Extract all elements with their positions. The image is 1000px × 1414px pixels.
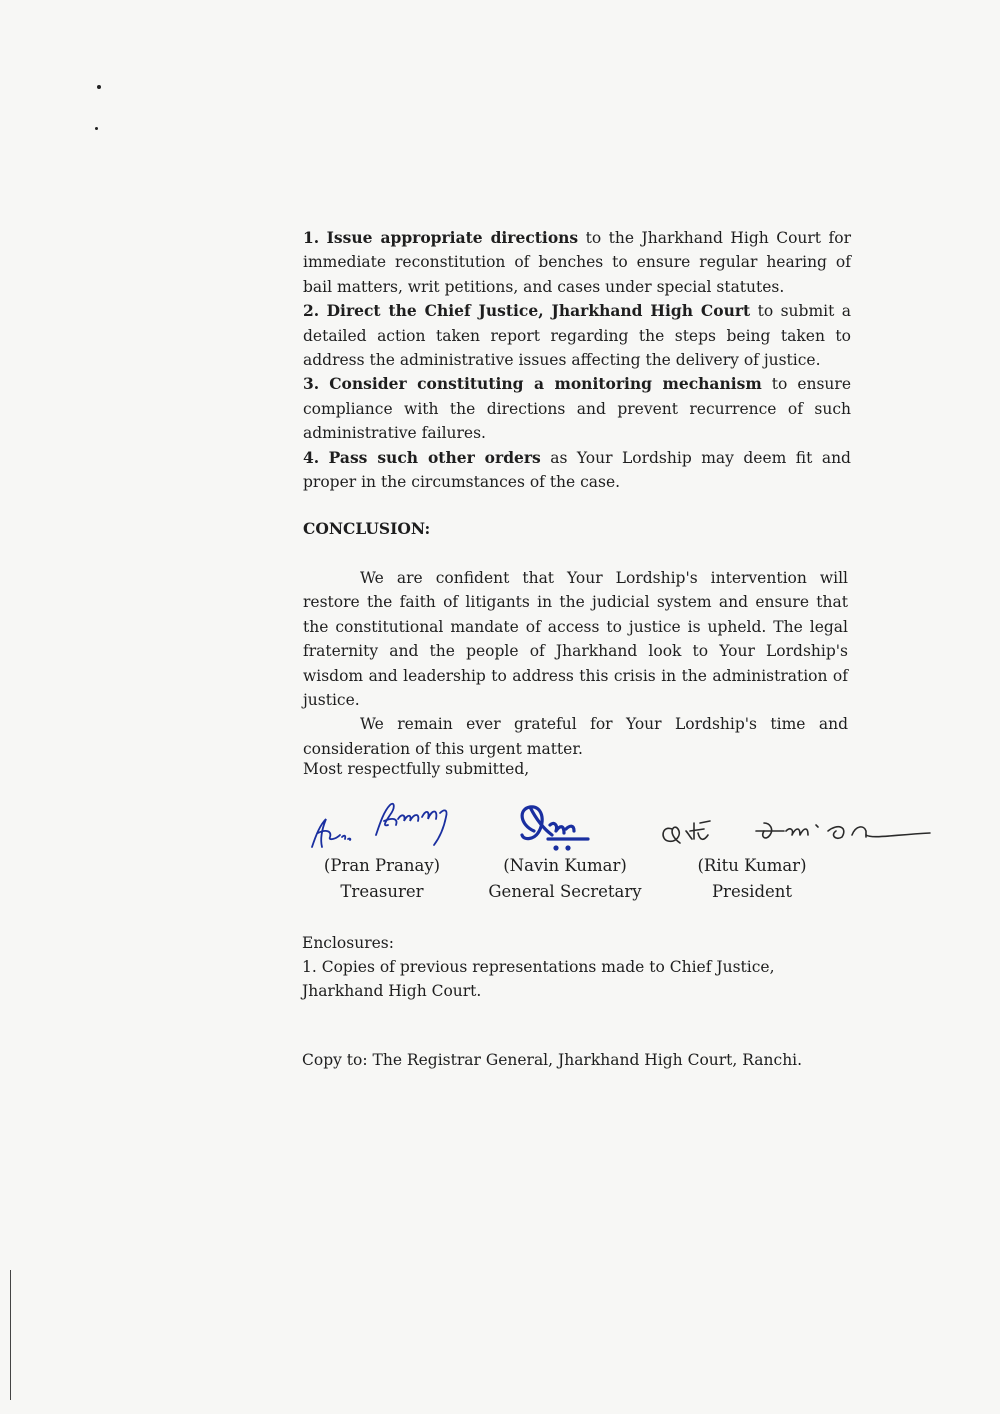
scan-edge-line bbox=[10, 1270, 11, 1400]
enclosures-section bbox=[302, 931, 832, 1003]
signatory-title: Treasurer bbox=[340, 882, 424, 901]
signatory-name: (Navin Kumar) bbox=[503, 856, 627, 875]
prayer-bold: Direct the Chief Justice, Jharkhand High Court bbox=[326, 301, 751, 321]
handwritten-signature bbox=[298, 795, 466, 853]
prayer-item: 3. Consider constituting a monitoring mechanism to ensure compliance with the directions and prevent recurrence of such administrative failures. bbox=[303, 374, 851, 443]
prayer-item: 2. Direct the Chief Justice, Jharkhand High Court to submit a detailed action taken report regarding the steps being taken to address the administrative issues affecting the delivery of justice. bbox=[303, 301, 851, 370]
prayer-list bbox=[303, 226, 851, 494]
enclosures-heading: Enclosures: bbox=[302, 934, 394, 952]
prayer-bold: Issue appropriate directions bbox=[326, 228, 579, 247]
enclosure-item: 1. Copies of previous representations made to Chief Justice, Jharkhand High Court. bbox=[302, 958, 775, 1000]
conclusion-heading: CONCLUSION: bbox=[303, 519, 431, 538]
closing-line: Most respectfully submitted, bbox=[303, 760, 530, 778]
signature-block-president bbox=[652, 795, 932, 905]
prayer-item: 1. Issue appropriate directions to the Jharkhand High Court for immediate reconstitution of benches to ensure regular hearing of bail matters, writ petitions, and cases under special statutes. bbox=[303, 228, 851, 296]
handwritten-signature bbox=[652, 795, 932, 853]
copy-to-line: Copy to: The Registrar General, Jharkhand High Court, Ranchi. bbox=[302, 1051, 803, 1069]
signature-block-treasurer bbox=[298, 795, 466, 905]
signatory-title: President bbox=[711, 882, 793, 901]
handwritten-signature bbox=[484, 795, 646, 853]
prayer-bold: Pass such other orders bbox=[328, 447, 541, 467]
scan-speck bbox=[97, 85, 101, 89]
scan-speck bbox=[95, 127, 98, 130]
signature-block-general-secretary bbox=[484, 795, 646, 905]
signatory-name: (Ritu Kumar) bbox=[697, 856, 807, 875]
prayer-item: 4. Pass such other orders as Your Lordship may deem fit and proper in the circumstances of the case. bbox=[303, 447, 851, 492]
conclusion-body bbox=[303, 566, 848, 761]
conclusion-paragraph: We remain ever grateful for Your Lordship's time and consideration of this urgent matter. bbox=[303, 715, 848, 758]
conclusion-paragraph: We are confident that Your Lordship's intervention will restore the faith of litigants in the judicial system and ensure that the constitutional mandate of access to justice is upheld. The legal fraternity and the people of Jharkhand look to Your Lordship's wisdom and leadership to address this crisis in the administration of justice. bbox=[303, 569, 848, 710]
prayer-bold: Consider constituting a monitoring mechanism bbox=[329, 374, 762, 394]
signatory-title: General Secretary bbox=[488, 882, 642, 901]
signatory-name: (Pran Pranay) bbox=[323, 856, 441, 875]
